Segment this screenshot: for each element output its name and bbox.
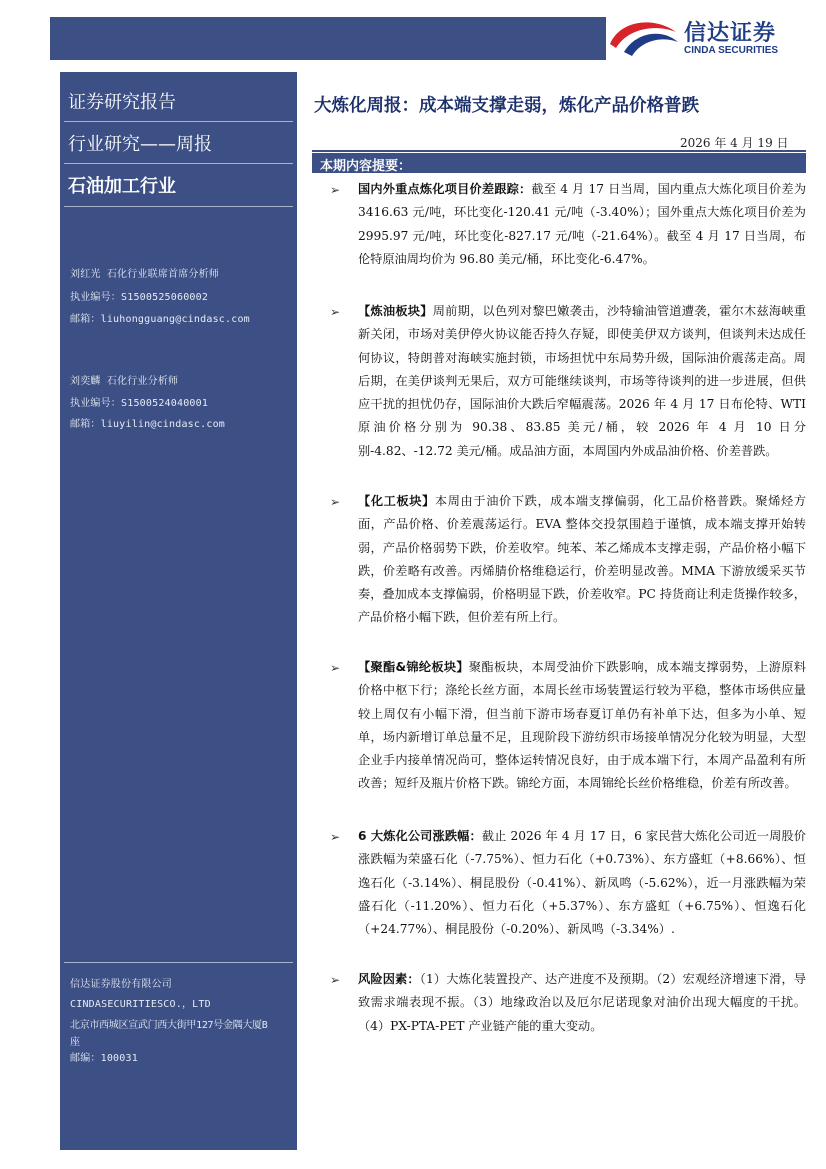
bullet-arrow-icon: ➢ (330, 830, 341, 844)
summary-item (358, 825, 806, 941)
sidebar-divider (64, 962, 293, 963)
report-title: 大炼化周报：成本端支撑走弱，炼化产品价格普跌 (314, 96, 699, 116)
sidebar-divider (64, 121, 293, 122)
item-heading: 【聚酯&锦纶板块】 (358, 660, 469, 674)
analyst-1-cert: 执业编号：S1500525060002 (70, 292, 209, 303)
sidebar-divider (64, 163, 293, 164)
analyst-2-email[interactable]: 邮箱：liuyilin@cindasc.com (70, 419, 226, 430)
item-body: （1）大炼化装置投产、达产进度不及预期。（2）宏观经济增速下滑，导致需求端表现不振。（3）地缘政治以及厄尔尼诺现象对油价出现大幅度的干扰。（4）PX-PTA-PET 产业链产能的重大变动。 (358, 972, 807, 1033)
company-name-en: CINDASECURITIESCO.，LTD (70, 999, 211, 1010)
item-body: 截至 4 月 17 日当周，国内重点大炼化项目价差为 3416.63 元/吨，环比变化-120.41 元/吨（-3.40%）；国外重点大炼化项目价差为 2995.97 元/吨，环比变化-827.17 元/吨（-21.64%）。截至 4 月 17 日当周，布伦特原油周均价为 96.80 美元/桶，环比变化-6.47%。 (358, 182, 807, 266)
research-type: 行业研究——周报 (68, 134, 212, 155)
item-heading: 【化工板块】 (358, 494, 435, 508)
logo-swoosh-icon (606, 14, 682, 58)
item-body: 截止 2026 年 4 月 17 日，6 家民营大炼化公司近一周股价涨跌幅为荣盛石化（-7.75%）、恒力石化（+0.73%）、东方盛虹（+8.66%）、恒逸石化（-3.14%）、桐昆股份（-0.41%）、新凤鸣（-5.62%），近一月涨跌幅为荣盛石化（-11.20%）、恒力石化（+5.37%）、东方盛虹（+6.75%）、恒逸石化（+24.77%）、桐昆股份（-0.20%）、新凤鸣（-3.34%）. (358, 829, 806, 937)
report-date: 2026 年 4 月 19 日 (680, 136, 789, 150)
section-label: 本期内容提要： (320, 159, 412, 174)
summary-item (358, 178, 806, 271)
analyst-2-name: 刘奕麟 石化行业分析师 (70, 376, 179, 387)
summary-item (358, 300, 806, 463)
bullet-arrow-icon: ➢ (330, 661, 341, 675)
company-logo (606, 12, 806, 64)
logo-english-text: CINDA SECURITIES (684, 45, 779, 56)
analyst-2-cert: 执业编号：S1500524040001 (70, 398, 209, 409)
analyst-1-name: 刘红光 石化行业联席首席分析师 (70, 269, 220, 280)
summary-item (358, 656, 806, 796)
item-heading: 国内外重点炼化项目价差跟踪： (358, 182, 532, 196)
sidebar-divider (64, 206, 293, 207)
bullet-arrow-icon: ➢ (330, 495, 341, 509)
company-address: 北京市西城区宣武门西大街甲127号金隅大厦B (70, 1020, 268, 1031)
item-body: 本周由于油价下跌，成本端支撑偏弱，化工品价格普跌。聚烯烃方面，产品价格、价差震荡运行。EVA 整体交投氛围趋于谨慎，成本端支撑开始转弱，产品价格弱势下跌，价差收窄。纯苯、苯乙烯成本支撑走弱，产品价格小幅下跌，价差略有改善。丙烯腈价格维稳运行，价差明显改善。MMA 下游放缓采买节奏，叠加成本支撑偏弱，价格明显下跌，价差收窄。PC 持货商让利走货操作较多，产品价格小幅下跌，但价差有所上行。 (358, 494, 807, 625)
company-name-cn: 信达证券股份有限公司 (70, 979, 172, 990)
report-type: 证券研究报告 (68, 92, 176, 113)
logo-chinese-text: 信达证券 (684, 21, 777, 46)
title-divider (312, 150, 806, 152)
header-banner (50, 17, 606, 60)
bullet-arrow-icon: ➢ (330, 183, 341, 197)
item-body: 聚酯板块，本周受油价下跌影响，成本端支撑弱势，上游原料价格中枢下行；涤纶长丝方面，本周长丝市场装置运行较为平稳，整体市场供应量较上周仅有小幅下滑，但当前下游市场春夏订单仍有补单下达，但多为小单、短单，场内新增订单总量不足，且现阶段下游纺织市场接单情况分化较为明显，大型企业手内接单情况尚可，整体运转情况良好，由于成本端下行，本周产品盈利有所改善；短纤及瓶片价格下跌。锦纶方面，本周锦纶长丝价格维稳，价差有所改善。 (358, 660, 806, 791)
company-address-cont: 座 (70, 1037, 81, 1048)
company-postcode: 邮编：100031 (70, 1053, 138, 1064)
sidebar (60, 72, 297, 1150)
item-heading: 风险因素： (358, 972, 420, 986)
analyst-1-email[interactable]: 邮箱：liuhongguang@cindasc.com (70, 314, 250, 325)
bullet-arrow-icon: ➢ (330, 973, 341, 987)
summary-item (358, 490, 806, 630)
summary-item (358, 968, 806, 1038)
item-heading: 【炼油板块】 (358, 304, 433, 318)
summary-section-header (312, 153, 806, 173)
bullet-arrow-icon: ➢ (330, 305, 341, 319)
item-body: 周前期，以色列对黎巴嫩袭击，沙特输油管道遭袭，霍尔木兹海峡重新关闭，市场对美伊停火协议能否持久存疑，即使美伊双方谈判，但谈判未达成任何协议，特朗普对海峡实施封锁，市场担忧中东局势升级，国际油价震荡走高。周后期，在美伊谈判无果后，双方可能继续谈判，市场等待谈判的进一步进展，但供应干扰的担忧仍存，国际油价大跌后窄幅震荡。2026 年 4 月 17 日布伦特、WTI 原油价格分别为 90.38、83.85 美元/桶，较 2026 年 4 月 10 日分别-4.82、-12.72 美元/桶。成品油方面，本周国内外成品油价格、价差普跌。 (358, 304, 807, 458)
item-heading: 6 大炼化公司涨跌幅： (358, 829, 482, 843)
industry-name: 石油加工行业 (68, 176, 176, 197)
